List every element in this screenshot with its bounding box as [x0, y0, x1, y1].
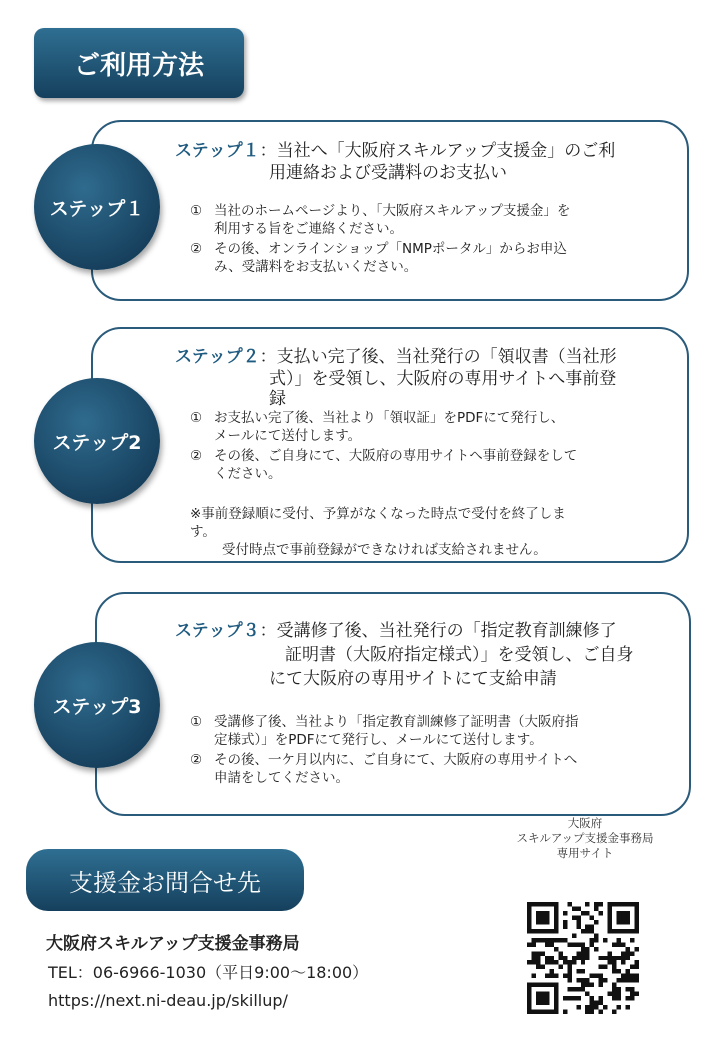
step-2-desc-line-2: 式）」を受領し、大阪府の専用サイトへ事前登	[269, 369, 617, 389]
qr-caption-line: 大阪府	[567, 816, 603, 830]
step-2-heading	[175, 346, 675, 408]
item-text: み、受講料をお支払いください。	[214, 259, 418, 275]
step-2-note	[190, 505, 660, 559]
step-3-heading	[175, 619, 675, 691]
list-item	[190, 202, 660, 238]
list-item	[190, 751, 660, 787]
note-line: 受付時点で事前登録ができなければ支給されません。	[222, 542, 547, 558]
step-1-desc-line-2: 用連絡および受講料のお支払い	[269, 163, 507, 183]
list-item	[190, 713, 660, 749]
step-2-list	[190, 409, 660, 485]
qr-caption-line: スキルアップ支援金事務局	[516, 831, 654, 845]
step-1-desc-line-1: ：当社へ「大阪府スキルアップ支援金」のご利	[259, 141, 616, 161]
item-text: メールにて送付します。	[214, 428, 362, 444]
step-2-desc-line-1: ：支払い完了後、当社発行の「領収書（当社形	[259, 347, 617, 367]
qr-code-icon[interactable]	[527, 902, 639, 1014]
item-text: 受講修了後、当社より「指定教育訓練修了証明書（大阪府指	[214, 714, 579, 730]
item-text: 定様式）」をPDFにて発行し、メールにて送付します。	[214, 732, 543, 748]
list-item	[190, 240, 660, 276]
step-3-circle: ステップ3	[34, 642, 160, 768]
contact-organization: 大阪府スキルアップ支援金事務局	[46, 934, 300, 954]
item-number: ①	[190, 714, 203, 730]
qr-caption-line: 専用サイト	[556, 846, 614, 860]
item-number: ②	[190, 241, 203, 257]
note-line: ※事前登録順に受付、予算がなくなった時点で受付を終了しま	[190, 506, 566, 522]
step-1-heading	[175, 140, 675, 184]
item-text: お支払い完了後、当社より「領収証」をPDFにて発行し、	[214, 410, 565, 426]
contact-url[interactable]: https://next.ni-deau.jp/skillup/	[48, 991, 288, 1010]
item-text: 申請をしてください。	[214, 770, 349, 786]
item-number: ①	[190, 203, 203, 219]
item-text: その後、ご自身にて、大阪府の専用サイトへ事前登録をして	[214, 448, 578, 464]
step-1-circle: ステップ１	[34, 144, 160, 270]
contact-phone: TEL：06-6966-1030（平日9:00～18:00）	[48, 963, 369, 982]
item-text: ください。	[214, 466, 282, 482]
item-number: ①	[190, 410, 203, 426]
note-line: す。	[190, 524, 216, 540]
step-1-list	[190, 202, 660, 278]
contact-heading: 支援金お問合せ先	[26, 849, 304, 911]
step-3-desc-line-1: ：受講修了後、当社発行の「指定教育訓練修了	[259, 621, 617, 641]
list-item	[190, 447, 660, 483]
page-title: ご利用方法	[34, 28, 244, 98]
qr-caption	[500, 816, 670, 861]
item-text: その後、一ケ月以内に、ご自身にて、大阪府の専用サイトへ	[214, 752, 578, 768]
step-3-list	[190, 713, 660, 789]
step-2-circle: ステップ2	[34, 378, 160, 504]
step-1-label: ステップ１	[175, 141, 260, 161]
item-text: その後、オンラインショップ「NMPポータル」からお申込	[214, 241, 567, 257]
item-number: ②	[190, 752, 203, 768]
item-text: 利用する旨をご連絡ください。	[214, 221, 403, 237]
item-number: ②	[190, 448, 203, 464]
step-3-desc-line-2: 証明書（大阪府指定様式）」を受領し、ご自身	[285, 645, 634, 665]
step-3-desc-line-3: にて大阪府の専用サイトにて支給申請	[269, 669, 557, 689]
item-text: 当社のホームページより、「大阪府スキルアップ支援金」を	[214, 203, 571, 219]
step-2-label: ステップ２	[175, 347, 260, 367]
step-2-desc-line-3: 録	[269, 389, 286, 409]
step-3-label: ステップ３	[175, 621, 260, 641]
list-item	[190, 409, 660, 445]
